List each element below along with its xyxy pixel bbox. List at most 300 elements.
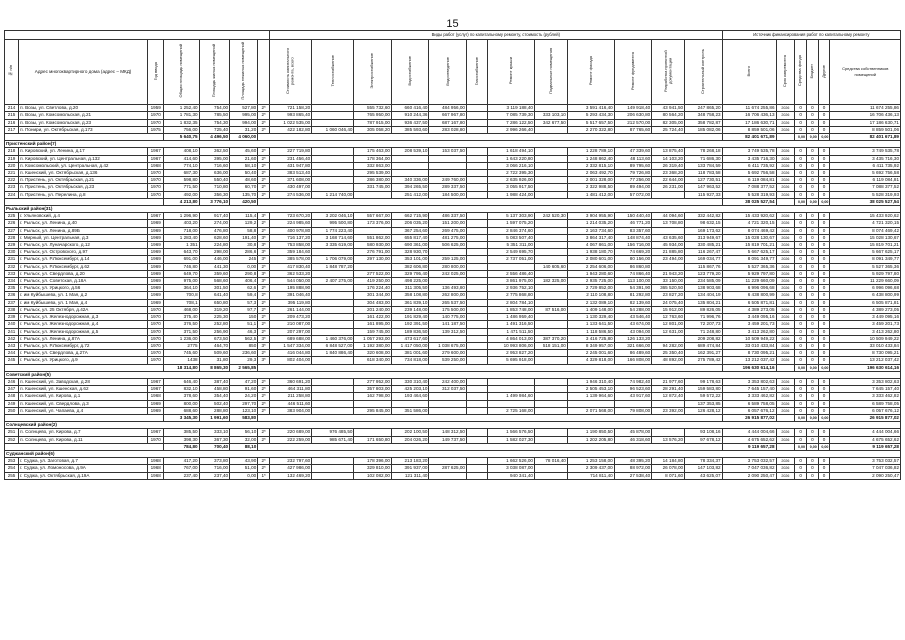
table-row (5, 400, 901, 407)
cell-own: 33 010 433,84 (830, 342, 901, 349)
cell-f3: 0 (818, 465, 830, 472)
cell-v5 (466, 458, 487, 465)
cell-a4: 2* (258, 112, 270, 119)
cell-a1: 746,80 (164, 263, 199, 270)
cell-year: 1970 (148, 306, 164, 313)
cell-v8: 2 309 437,00 (567, 465, 614, 472)
cell-v6 (488, 386, 535, 393)
total-sum: 9 119 657,28 (722, 443, 776, 450)
total-owners: 196 630 614,16 (830, 364, 901, 371)
cell-v10: 23 827,20 (652, 292, 685, 299)
cell-sum: 4 675 652,62 (722, 436, 776, 443)
cell-v1 (312, 177, 354, 184)
cell-addr: п. Солнцево, ул. Кирова, д.7 (19, 429, 148, 436)
cell-own: 7 645 157,40 (830, 386, 901, 393)
cell-a4: 3* (258, 335, 270, 342)
cell-f1: 0 (795, 299, 807, 306)
table-row (5, 256, 901, 263)
cell-f3: 0 (818, 306, 830, 313)
cell-cost: 211 258,80 (270, 393, 312, 400)
cell-v7 (534, 126, 567, 133)
total-owners: 38 025 527,54 (830, 198, 901, 205)
cell-f2: 0 (806, 458, 818, 465)
cell-v2: 787 915,00 (354, 119, 392, 126)
total-spacer (776, 443, 795, 450)
cell-v9: 88 972,00 (614, 465, 652, 472)
cell-cost: 232 797,60 (270, 458, 312, 465)
cell-v8: 1 214 035,20 (567, 220, 614, 227)
cell-v7 (534, 184, 567, 191)
cell-a3: 297,70 (230, 400, 258, 407)
cell-a1: 403,20 (164, 220, 199, 227)
cell-v3: 936 437,50 (391, 119, 429, 126)
cell-cost: 359 184,60 (270, 249, 312, 256)
cell-v7 (534, 314, 567, 321)
cell-v5 (466, 162, 487, 169)
cell-dl: 2026 (776, 170, 795, 177)
cell-addr: п. Кшенский, ул. Кшенская, д.62 (19, 386, 148, 393)
cell-dl: 2026 (776, 227, 795, 234)
cell-sum: 11 674 255,86 (722, 105, 776, 112)
cell-v11: 159 583,80 (685, 386, 723, 393)
cell-own: 6 589 758,05 (830, 400, 901, 407)
cell-own: 6 411 735,92 (830, 162, 901, 169)
cell-v4: 184 500,00 (429, 191, 467, 198)
cell-v8: 2 270 322,80 (567, 126, 614, 133)
cell-v6: 2 953 827,20 (488, 350, 535, 357)
cell-v11: 89 826,05 (685, 306, 723, 313)
cell-v6 (488, 400, 535, 407)
cell-a1: 2775 (164, 342, 199, 349)
table-row (5, 162, 901, 169)
cell-f1: 0 (795, 249, 807, 256)
cell-f3: 0 (818, 270, 830, 277)
total-other: 0,00 (818, 134, 830, 141)
cell-f3: 0 (818, 350, 830, 357)
cell-v5 (466, 285, 487, 292)
cell-v7 (534, 105, 567, 112)
table-row (5, 278, 901, 285)
cell-a4: 2* (258, 155, 270, 162)
cell-year: 1975 (148, 126, 164, 133)
cell-sum: 8 859 501,06 (722, 126, 776, 133)
cell-a4: 2* (258, 191, 270, 198)
cell-year: 1959 (148, 105, 164, 112)
col-residential-area-header: Площадь жилых помещений (211, 44, 217, 98)
cell-v8: 3 416 725,80 (567, 335, 614, 342)
cell-v3: 202 100,50 (391, 429, 429, 436)
cell-v7 (534, 350, 567, 357)
cell-v4 (429, 472, 467, 479)
cell-v5 (466, 148, 487, 155)
cell-v6: 1 662 526,00 (488, 458, 535, 465)
cell-v9: 46 318,60 (614, 436, 652, 443)
cell-v5 (466, 378, 487, 385)
cell-sum: 5 528 319,93 (722, 191, 776, 198)
cell-a4: 2* (258, 378, 270, 385)
cell-v6: 1 618 494,10 (488, 148, 535, 155)
total-owners: 26 915 877,02 (830, 414, 901, 421)
cell-v5 (466, 170, 487, 177)
cell-f1: 0 (795, 357, 807, 364)
cell-v9: 89 795,60 (614, 162, 652, 169)
cell-v1 (312, 285, 354, 292)
cell-v11: 169 173,62 (685, 227, 723, 234)
table-row (5, 177, 901, 184)
cell-sum: 3 449 095,16 (722, 314, 776, 321)
cell-addr: п. Понири, ул. Октябрьская, д.173 (19, 126, 148, 133)
cell-sum: 7 047 036,82 (722, 465, 776, 472)
cell-a1: 468,00 (164, 306, 199, 313)
cell-a3: 995,00 (230, 112, 258, 119)
cell-v5 (466, 314, 487, 321)
cell-f2: 0 (806, 285, 818, 292)
cell-v4 (429, 249, 467, 256)
cell-a3: 51,00 (230, 465, 258, 472)
cell-a4: 3* (258, 357, 270, 364)
cell-cost: 222 259,00 (270, 436, 312, 443)
cell-f2: 0 (806, 328, 818, 335)
cell-f2: 0 (806, 270, 818, 277)
district-total-row (5, 364, 901, 371)
cell-year: 1969 (148, 278, 164, 285)
cell-v3: 330 310,40 (391, 378, 429, 385)
cell-v4: 312 037,50 (429, 386, 467, 393)
cell-v4: 687 167,80 (429, 119, 467, 126)
cell-v2 (354, 191, 392, 198)
cell-v4: 265 537,50 (429, 299, 467, 306)
cell-n: 253 (5, 458, 19, 465)
cell-v5 (466, 126, 487, 133)
cell-sum: 3 435 716,30 (722, 155, 776, 162)
cell-v9: 96 523,60 (614, 386, 652, 393)
cell-v10: 94 282,00 (652, 342, 685, 349)
cell-v10: 14 184,80 (652, 458, 685, 465)
table-row (5, 227, 901, 234)
cell-v9: 48 395,20 (614, 458, 652, 465)
cell-f2: 0 (806, 407, 818, 414)
total-spacer (5, 198, 164, 205)
cell-v4 (429, 393, 467, 400)
cell-sum: 4 721 320,15 (722, 220, 776, 227)
cell-f3: 0 (818, 393, 830, 400)
cell-v1 (312, 170, 354, 177)
cell-v7 (534, 227, 567, 234)
cell-dl: 2026 (776, 285, 795, 292)
cell-v9: 48 113,60 (614, 155, 652, 162)
cell-v2: 765 950,00 (354, 112, 392, 119)
cell-v4: 149 737,50 (429, 436, 467, 443)
cell-f3: 0 (818, 148, 830, 155)
work-types-header: Виды работ (услуг) по капитальному ремонту, стоимость (рублей) (270, 31, 723, 40)
cell-v10 (652, 227, 685, 234)
cell-dl: 2026 (776, 335, 795, 342)
cell-f2: 0 (806, 393, 818, 400)
cell-f2: 0 (806, 299, 818, 306)
cell-n: 242 (5, 335, 19, 342)
cell-a1: 649,70 (164, 270, 199, 277)
cell-own: 17 186 630,71 (830, 119, 901, 126)
cell-f1: 0 (795, 170, 807, 177)
cell-v10: 23 392,00 (652, 407, 685, 414)
cell-v1: 3 202 046,10 (312, 213, 354, 220)
cell-v11: 71 686,30 (685, 155, 723, 162)
cell-cost: 220 689,00 (270, 429, 312, 436)
cell-v1: 985 671,40 (312, 436, 354, 443)
cell-v1 (312, 162, 354, 169)
cell-a3: 43,90 (230, 458, 258, 465)
cell-a4: 3* (258, 234, 270, 241)
cell-f3: 0 (818, 342, 830, 349)
cell-f1: 0 (795, 184, 807, 191)
cell-f2: 0 (806, 400, 818, 407)
cell-v3: 391 937,00 (391, 465, 429, 472)
cell-v5 (466, 249, 487, 256)
cell-v3: 425 203,10 (391, 386, 429, 393)
cell-a1: 767,00 (164, 465, 199, 472)
cell-a1: 1 351 (164, 242, 199, 249)
cell-f3: 0 (818, 357, 830, 364)
cell-a4: 2* (258, 386, 270, 393)
cell-v8: 1 946 310,40 (567, 378, 614, 385)
cell-a4: 3* (258, 278, 270, 285)
cell-n: 232 (5, 263, 19, 270)
cell-n: 220 (5, 162, 19, 169)
cell-a1: 774,10 (164, 162, 199, 169)
table-row (5, 472, 901, 479)
cell-v4: 1 038 675,00 (429, 342, 467, 349)
cell-own: 3 413 262,80 (830, 328, 901, 335)
total-nonresidential-area: 583,80 (230, 414, 258, 421)
cell-a2: 387,40 (199, 378, 229, 385)
col-sewer-header: Водоотведение (444, 56, 450, 86)
cell-v2: 331 745,00 (354, 184, 392, 191)
cell-v7 (534, 357, 567, 364)
cell-dl: 2026 (776, 436, 795, 443)
district-section-row (5, 422, 901, 429)
cell-v1: 2 407 275,00 (312, 278, 354, 285)
cell-v9: 86 860,80 (614, 263, 652, 270)
cell-n: 229 (5, 242, 19, 249)
cell-n: 237 (5, 299, 19, 306)
cell-a2: 917,40 (199, 213, 229, 220)
cell-a2: 458,80 (199, 386, 229, 393)
cell-v5 (466, 472, 487, 479)
cell-v4: 667 967,80 (429, 112, 467, 119)
cell-sum: 8 091 349,77 (722, 256, 776, 263)
cell-v7 (534, 220, 567, 227)
cell-v8: 1 943 280,60 (567, 270, 614, 277)
cell-v6: 7 286 122,50 (488, 119, 535, 126)
cell-v3 (391, 400, 429, 407)
cell-year: 1969 (148, 285, 164, 292)
cell-v8: 1 481 412,00 (567, 191, 614, 198)
cell-a1: 691,00 (164, 256, 199, 263)
cell-v9: 43 546,40 (614, 314, 652, 321)
cell-year: 1968 (148, 458, 164, 465)
cell-v2: 277 952,00 (354, 378, 392, 385)
cell-dl: 2026 (776, 148, 795, 155)
table-row (5, 234, 901, 241)
cell-v9: 27 538,40 (614, 472, 652, 479)
cell-f2: 0 (806, 342, 818, 349)
cell-year: 1970 (148, 177, 164, 184)
cell-v11: 147 103,82 (685, 465, 723, 472)
cell-f2: 0 (806, 249, 818, 256)
cell-cost: 430 497,00 (270, 184, 312, 191)
cell-own: 3 749 535,78 (830, 148, 901, 155)
cell-v8: 2 132 089,10 (567, 299, 614, 306)
cell-v11: 72 207,73 (685, 321, 723, 328)
total-other: 0,00 (818, 198, 830, 205)
cell-f2: 0 (806, 191, 818, 198)
cell-n: 225 (5, 213, 19, 220)
cell-v1: 1 848 787,20 (312, 263, 354, 270)
total-budget: 0,00 (806, 443, 818, 450)
cell-v7: 182 325,00 (534, 278, 567, 285)
cell-v6: 1 486 959,40 (488, 314, 535, 321)
cell-v7 (534, 436, 567, 443)
cell-v4 (429, 170, 467, 177)
cell-a2: 641,40 (199, 292, 229, 299)
cell-cost: 362 533,20 (270, 270, 312, 277)
cell-v3: 204 026,20 (391, 436, 429, 443)
cell-a4: 2* (258, 220, 270, 227)
cell-dl: 2026 (776, 386, 795, 393)
cell-f1: 0 (795, 350, 807, 357)
total-budget: 0,00 (806, 364, 818, 371)
cell-a1: 1 781,30 (164, 112, 199, 119)
col-gas-header: Газоснабжение (473, 56, 479, 86)
cell-addr: г. Суджа, ул. Октябрьская, д.19А (19, 472, 148, 479)
cell-v8: 2 163 734,60 (567, 227, 614, 234)
cell-f3: 0 (818, 386, 830, 393)
cell-a3: 48,60 (230, 177, 258, 184)
cell-sum: 3 413 262,80 (722, 328, 776, 335)
cell-v10: 80 564,20 (652, 112, 685, 119)
cell-dl: 2026 (776, 278, 795, 285)
cell-v10: 24 075,40 (652, 299, 685, 306)
cell-addr: г. Рыльск, ул. Р.Люксембург, д.72 (19, 342, 148, 349)
cell-v1 (312, 465, 354, 472)
cell-sum: 7 645 157,40 (722, 386, 776, 393)
cell-year: 1969 (148, 407, 164, 414)
cell-a3: 45,60 (230, 148, 258, 155)
cell-v10: 82 305,00 (652, 119, 685, 126)
cell-f1: 0 (795, 227, 807, 234)
cell-cost: 993 865,40 (270, 112, 312, 119)
cell-addr: г. Рыльск, ул. Р.Люксембург, д.14 (19, 256, 148, 263)
cell-f1: 0 (795, 378, 807, 385)
cell-addr: п. Пристень, ул. Октябрьская, д.23 (19, 184, 148, 191)
cell-cost: 689 688,00 (270, 335, 312, 342)
total-sum: 196 630 614,16 (722, 364, 776, 371)
cell-a2: 716,60 (199, 162, 229, 169)
cell-a4: 3* (258, 270, 270, 277)
cell-v11: 137 353,85 (685, 400, 723, 407)
cell-sum: 8 074 469,42 (722, 227, 776, 234)
cell-v9: 74 866,40 (614, 270, 652, 277)
cell-f1: 0 (795, 458, 807, 465)
cell-f1: 0 (795, 429, 807, 436)
cell-v3: 191 829,40 (391, 314, 429, 321)
cell-addr: г. Рыльск, ул. Ленина, д.89Б (19, 227, 148, 234)
cell-v8: 1 938 180,70 (567, 249, 614, 256)
cell-v6: 4 864 013,00 (488, 335, 535, 342)
cell-a4: 3* (258, 249, 270, 256)
cell-own: 6 505 871,81 (830, 299, 901, 306)
table-row (5, 299, 901, 306)
cell-v2: 161 895,00 (354, 321, 392, 328)
cell-v6: 5 137 303,90 (488, 213, 535, 220)
cell-v8: 2 110 108,80 (567, 292, 614, 299)
cell-cost: 360 691,20 (270, 378, 312, 385)
col-fund-header: Средства фонда (797, 55, 803, 87)
cell-v9: 206 630,80 (614, 112, 652, 119)
cell-v6: 2 549 695,70 (488, 249, 535, 256)
cell-v10: 26 231,00 (652, 184, 685, 191)
cell-v9: 74 982,40 (614, 378, 652, 385)
cell-v8: 2 001 328,00 (567, 177, 614, 184)
cell-v7 (534, 285, 567, 292)
cell-v11: 138 903,68 (685, 285, 723, 292)
cell-year: 1969 (148, 256, 164, 263)
cell-a3: 31,20 (230, 126, 258, 133)
table-row (5, 155, 901, 162)
cell-cost: 431 947,80 (270, 162, 312, 169)
col-basement-header: Подвальные помещения (547, 48, 553, 94)
cell-v10: 13 708,80 (652, 220, 685, 227)
cell-a4: 2* (258, 148, 270, 155)
cell-v8: 1 190 850,50 (567, 429, 614, 436)
cell-v8: 1 409 148,00 (567, 306, 614, 313)
cell-f2: 0 (806, 148, 818, 155)
cell-v8: 2 505 453,10 (567, 386, 614, 393)
cell-v5 (466, 393, 487, 400)
cell-n: 241 (5, 328, 19, 335)
table-row (5, 378, 901, 385)
cell-v6: 1 499 984,60 (488, 393, 535, 400)
cell-v1 (312, 306, 354, 313)
cell-a1: 598,80 (164, 177, 199, 184)
total-owners: 82 401 671,89 (830, 134, 901, 141)
cell-year: 1967 (148, 148, 164, 155)
cell-v3: 121 311,40 (391, 472, 429, 479)
cell-dl: 2026 (776, 242, 795, 249)
cell-f3: 0 (818, 285, 830, 292)
cell-dl: 2026 (776, 270, 795, 277)
cell-year: 1968 (148, 162, 164, 169)
cell-cost: 207 297,00 (270, 328, 312, 335)
cell-n: 252 (5, 436, 19, 443)
district-name: Солнцевский район(2) (5, 422, 901, 429)
cell-a1: 378,60 (164, 393, 199, 400)
cell-v10: 15 912,00 (652, 306, 685, 313)
cell-v10: 25 724,40 (652, 126, 685, 133)
cell-v9: 57 072,00 (614, 191, 652, 198)
cell-sum: 8 730 095,21 (722, 350, 776, 357)
cell-cost: 721 158,20 (270, 105, 312, 112)
cell-f3: 0 (818, 378, 830, 385)
table-row (5, 306, 901, 313)
cell-f3: 0 (818, 213, 830, 220)
cell-v2: 277 522,00 (354, 270, 392, 277)
cell-v3 (391, 162, 429, 169)
cell-own: 3 435 716,30 (830, 155, 901, 162)
cell-sum: 17 186 630,71 (722, 119, 776, 126)
cell-n: 217 (5, 126, 19, 133)
col-total-area-header: Общая площадь помещений (178, 44, 184, 98)
